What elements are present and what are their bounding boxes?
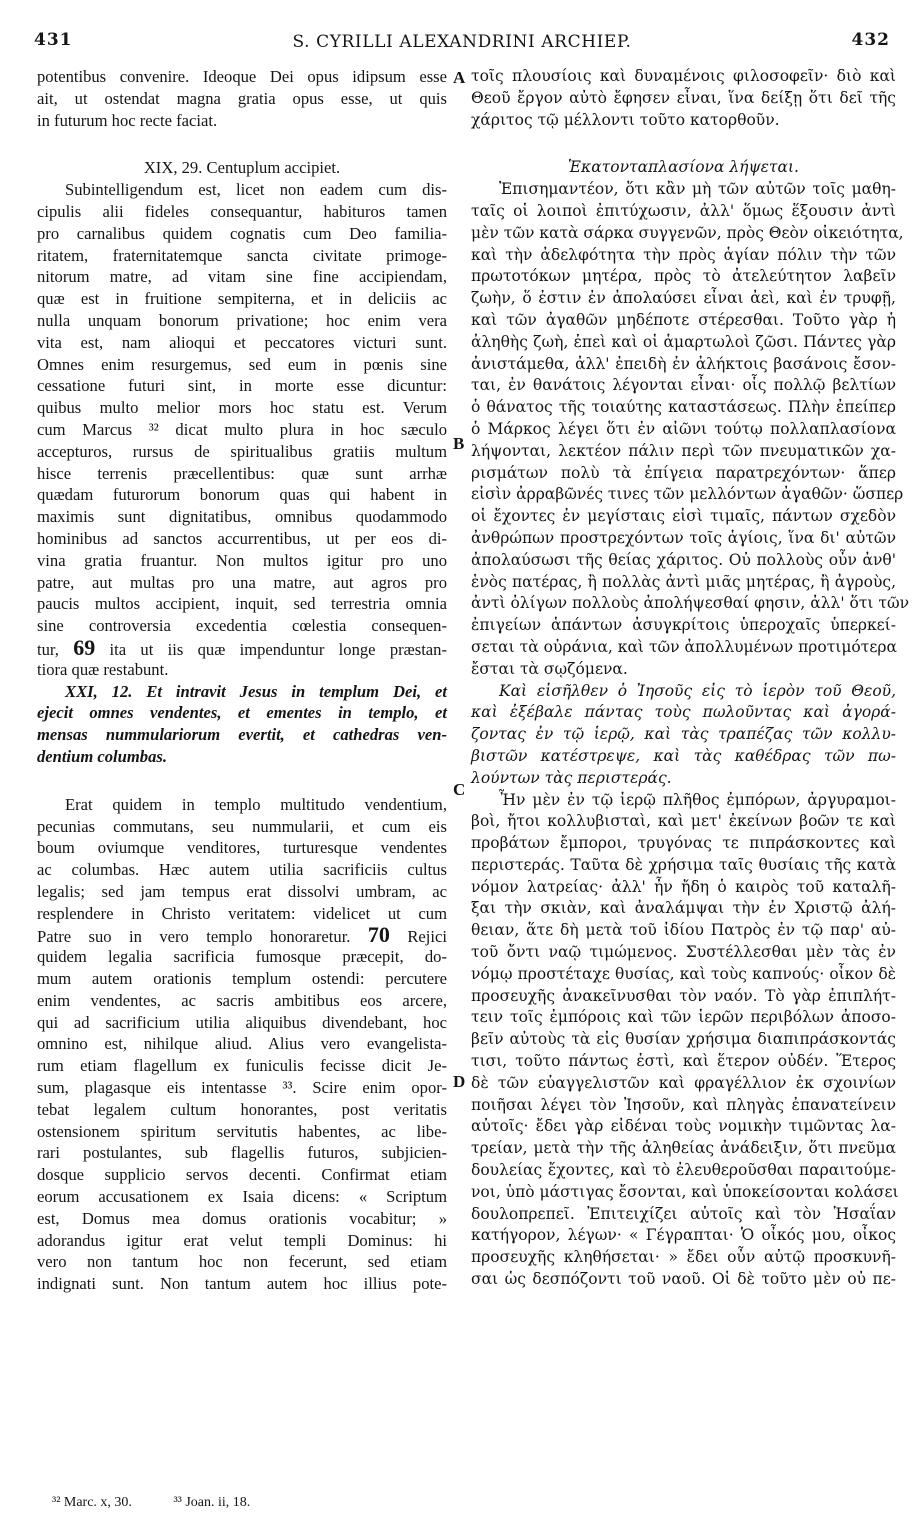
latin-line: quæ est in fruitione sempiterna, et in deliciis ac [37, 289, 447, 309]
latin-section-2a [37, 794, 447, 925]
latin-line: hominibus ad sanctos accurrentibus, ut per eos di- [37, 528, 447, 548]
latin-line: est, Domus mea domus orationis vocabitur; » [37, 1208, 447, 1228]
greek-column [471, 66, 910, 1291]
latin-line: sine controversia excedentia cœlestia consequen- [37, 616, 447, 636]
greek-line: σεται τὰ οὐράνια, καὶ τῶν ἀπολλυμένων προτιμότερα [471, 637, 897, 656]
greek-line: ζωὴν, ὅ ἐστιν ἐν ἀπολαύσει εἶναι ἀεὶ, καὶ ἐν τρυφῇ, [471, 289, 896, 308]
latin-text: Patre suo in vero templo honoraretur. [37, 927, 351, 947]
latin-line: indignati sunt. Non tantum autem hoc illius pote- [37, 1274, 447, 1294]
greek-line: ἑνὸς πατέρας, ἢ πολλὰς ἀντὶ μιᾶς μητέρας, ἢ ἀγροὺς, [471, 572, 896, 591]
latin-text: tur, [37, 639, 59, 659]
greek-section-heading-2 [471, 681, 896, 790]
latin-line: nitorum matre, ad vitam sine fine accipiendam, [37, 267, 447, 287]
latin-section-2b [37, 946, 447, 1295]
latin-line: in futurum hoc recte faciat. [37, 110, 218, 130]
greek-line: περιστεράς. Ταῦτα δὲ χρήσιμα ταῖς θυσίαις τῆς κατὰ [471, 855, 896, 874]
latin-line: qui ad sacrificium utilia aliquibus divendebant, hoc [37, 1012, 447, 1032]
running-title: S. CYRILLI ALEXANDRINI ARCHIEP. [292, 32, 632, 52]
greek-heading-line: Καὶ εἰσῆλθεν ὁ Ἰησοῦς εἰς τὸ ἱερὸν τοῦ Θεοῦ, [499, 681, 896, 700]
greek-line: ἐπιγείων ἁπάντων ἀσυγκρίτοις ὑπεροχαῖς ὑπερκεί- [471, 616, 896, 635]
latin-heading-text: XIX, 29. Centuplum accipiet. [143, 158, 341, 178]
latin-line: maximis sunt dignitatibus, omnibus quodammodo [37, 507, 447, 527]
greek-line: ὁ Μάρκος λέγει ὅτι ἐν αἰῶνι τούτῳ πολλαπλασίονα [471, 419, 896, 438]
latin-line: patre, aut multas pro una matre, aut agros pro [37, 572, 447, 592]
greek-line: ἀπολαύσωσι τῆς θείας χάριτος. Οὐ πολλοὺς οὖν ἀνθ' [471, 550, 896, 569]
greek-line: προσευχῆς ἀνακεῖνυσθαι τὸν ναόν. Τὸ γὰρ ἐπιπλήτ- [471, 986, 896, 1005]
greek-line: κατήγορον, λέγων· « Γέγραπται· Ὁ οἶκός μου, οἶκος [471, 1226, 896, 1245]
latin-text: Rejici [407, 927, 447, 947]
latin-heading-line: ejecit omnes vendentes, et ementes in templo, et [37, 703, 447, 723]
latin-heading-line: XXI, 12. Et intravit Jesus in templum Dei, et [65, 681, 447, 701]
latin-line: ostensionem spiritum servitutis habentes, ac libe- [37, 1121, 447, 1141]
latin-line: rari postulantes, sub flagellis futuros, subjicien- [37, 1143, 447, 1163]
footnote-32: ³² Marc. x, 30. [52, 1495, 132, 1510]
greek-line: δουλοπρεπεῖ. Ἐπιτειχίζει αὐτοῖς καὶ τὸν Ἡσαΐαν [471, 1204, 896, 1223]
latin-line: rum etiam flagellum ex funiculis fecisse dicit Je- [37, 1056, 447, 1076]
latin-line: quædam futurorum bonorum quas qui habent in [37, 485, 447, 505]
greek-heading-line: ζοντας ἐν τῷ ἱερῷ, καὶ τὰς τραπέζας τῶν κολλυ- [471, 725, 896, 744]
latin-line: potentibus convenire. Ideoque Dei opus idipsum esse [37, 67, 447, 86]
greek-heading-line: λούντων τὰς περιστεράς. [471, 768, 672, 787]
latin-line: pecunias commutans, seu nummularii, et cum eis [37, 816, 447, 836]
greek-line: δὲ τῶν εὐαγγελιστῶν καὶ φραγέλλιον ἐκ σχοινίων [471, 1073, 896, 1092]
footnotes [52, 1495, 288, 1511]
greek-line: τειν τοῖς ἐμπόροις καὶ τῶν ἱερῶν περιβόλων ἀποσο- [471, 1008, 896, 1027]
latin-heading-line: mensas nummulariorum evertit, et cathedras ven- [37, 725, 447, 745]
latin-line: quidem legalia sacrificia fumosque præcepit, do- [37, 947, 447, 967]
greek-line: καὶ τῶν ἀγαθῶν μηδέποτε στέρεσθαι. Τοῦτο γὰρ ἡ [471, 310, 896, 329]
page-number-right: 432 [851, 30, 890, 50]
greek-line: νόμῳ προστέταχε θυσίας, καὶ τοὺς καπνούς· οἶκον δὲ [471, 964, 896, 983]
greek-line: θειαν, ἅτε δὴ μετὰ τοῦ ἰδίου Πατρὸς ἐν τῷ παρ' αὐ- [471, 921, 896, 940]
latin-section-heading-2 [37, 681, 447, 768]
latin-line: ait, ut ostendat magna gratia opus esse, ut quis [37, 88, 447, 108]
greek-line: ται, ἐν θανάτοις λέγονται εἶναι· οἷς πολλῷ βελτίων [471, 376, 896, 395]
latin-line: cessatione futuri sint, in morte esse dicuntur: [37, 376, 447, 396]
latin-line: Omnes enim resurgemus, sed eum in pœnis sine [37, 354, 447, 374]
latin-line: cum Marcus ³² dicat multo plura in hoc sæculo [37, 419, 447, 439]
latin-line: pro carnalibus quidem cognatis cum Deo familia- [37, 223, 447, 243]
greek-line: καὶ τὴν ἀδελφότητα τὴν πρὸς ἁγίαν πόλιν τὴν τῶν [471, 245, 896, 264]
latin-line: Erat quidem in templo multitudo vendentium, [65, 794, 447, 814]
latin-line: tebat legalem cultum honorantes, post veritatis [37, 1099, 447, 1119]
greek-line: οἱ ἔχοντες ἐν μεγίσταις εἰσὶ τιμαῖς, πάντων σχεδὸν [471, 507, 896, 526]
latin-line: hisce terrenis præcellentibus: quæ sunt arrhæ [37, 463, 447, 483]
greek-line: νόμον λατρείας· ἀλλ' ἦν ἤδη ὁ καιρὸς τοῦ καταλῆ- [471, 877, 896, 896]
greek-line: τρείαν, μετὰ τὴν τῆς ἀληθείας ἀνάδειξιν, ὅτι πνεῦμα [471, 1139, 896, 1158]
latin-line: nulla unquam bonorum privatione; hoc enim vera [37, 310, 447, 330]
greek-line: ἀληθὴς ζωὴ, ἐπεὶ καὶ οἱ ἁμαρτωλοὶ ζῶσι. Πάντες γὰρ [471, 332, 896, 351]
latin-line: vina gratia fruantur. Non multos igitur pro uno [37, 550, 447, 570]
greek-line: τισι, τοῦτο πάντως ἐστὶ, καὶ ἕτερον οὐδέν. Ἕτερος [471, 1052, 896, 1071]
latin-line: tiora quæ restabunt. [37, 659, 169, 679]
latin-line: eorum accusationem ex Isaia dicens: « Scriptum [37, 1187, 447, 1207]
greek-line: τοῖς πλουσίοις καὶ δυναμένοις φιλοσοφεῖν· διὸ καὶ [471, 67, 896, 85]
greek-line: ποιῆσαι λέγει τὸν Ἰησοῦν, καὶ πληγὰς ἐπανατείνειν [471, 1095, 896, 1114]
latin-line: dosque supplicio servos decenti. Confirmat etiam [37, 1165, 447, 1185]
greek-line: εἰσὶν ἀρραβῶνές τινες τῶν μελλόντων ἀγαθῶν· ὥσπερ [471, 485, 904, 504]
greek-intro [471, 66, 896, 131]
greek-line: προβάτων ἔμποροι, τρυγόνας τε πιπράσκοντες καὶ [471, 834, 896, 853]
greek-line: τοῦ ὄντι ναῷ τιμώμενος. Συστέλλεσθαι μὲν τὰς ἐν [471, 943, 896, 962]
footnote-33: ³³ Joan. ii, 18. [173, 1495, 251, 1510]
greek-line: βεῖν αὐτοὺς τὰ εἰς θυσίαν χρήσιμα διαπιπράσκοντάς [471, 1030, 896, 1049]
latin-line: vero non tantum hoc non fecerunt, sed etiam [37, 1252, 447, 1272]
column-number-marker: 70 [367, 922, 390, 948]
greek-line: ρισμάτων πολὺ τὰ ἐπίγεια παρατρεχόντων· ἅπερ [471, 463, 896, 482]
greek-line: Ἦν μὲν ἐν τῷ ἱερῷ πλῆθος ἐμπόρων, ἀργυραμοι- [499, 790, 896, 809]
latin-line: adorandus igitur erat velut templi Dominus: hi [37, 1230, 447, 1250]
greek-heading-line: καὶ ἐξέβαλε πάντας τοὺς πωλοῦντας καὶ ἀγορά- [471, 703, 896, 722]
margin-letter-c: C [453, 780, 466, 799]
greek-line: βοὶ, ἤτοι κολλυβισταὶ, καὶ μετ' ἐκείνων βοῶν τε καὶ [471, 812, 896, 831]
greek-line: νοι, ὑπὸ μάστιγας ἔσονται, καὶ ὑποκείσονται κολάσει [471, 1182, 899, 1201]
greek-line: ἀνιστάμεθα, ἀλλ' ἐπειδὴ ἐν ἀλήκτοις βασάνοις ἔσον- [471, 354, 896, 373]
greek-section-2 [471, 790, 899, 1291]
margin-letter-a: A [453, 68, 466, 87]
greek-line: δουλείας ἔχοντες, καὶ τὸ ἐλευθεροῦσθαι παραιτούμε- [471, 1161, 896, 1180]
greek-line: πρωτοτόκων μητέρα, πρὸς τὸ ἀτελεύτητον λαβεῖν [471, 267, 896, 286]
column-number-marker: 69 [73, 634, 96, 660]
greek-line: προσευχῆς κληθήσεται· » ἔδει οὖν αὐτῷ προσκυνῆ- [471, 1248, 896, 1267]
greek-line: ἔσται τὰ σῳζόμενα. [471, 659, 628, 678]
greek-line: ὁ θάνατος τῆς τοιαύτης καταστάσεως. Πλὴν ἐπείπερ [471, 398, 896, 417]
latin-line: quibus multo melior mors hoc statu est. Verum [37, 398, 447, 418]
greek-line: ξαι τὴν σκιὰν, καὶ ἀναλάμψαι τὴν ἐν Χριστῷ ἀλή- [471, 899, 896, 918]
greek-line: σαι ὡς δεσπόζοντι τοῦ ναοῦ. Οἱ δὲ τοῦτο μὲν οὐ πε- [471, 1270, 896, 1289]
running-head [30, 30, 894, 58]
latin-marker-line-70 [37, 924, 447, 946]
greek-line: ταῖς οἱ λοιποὶ ἐπιτύχωσιν, ἀλλ' ὅμως ἕξουσιν ἀντὶ [471, 201, 896, 220]
latin-line: paucis multos accipient, inquit, sed terrestria omnia [37, 594, 447, 614]
greek-line: λήψονται, λεκτέον πάλιν περὶ τῶν πνευματικῶν χα- [471, 441, 896, 460]
greek-line: μὲν τῶν κατὰ σάρκα συγγενῶν, πρὸς Θεὸν οἰκειότητα, [471, 223, 904, 242]
latin-section-1 [37, 179, 447, 637]
greek-line: Ἐπισημαντέον, ὅτι κἂν μὴ τῶν αὐτῶν τοῖς μαθη- [499, 180, 896, 199]
page-number-left: 431 [34, 30, 73, 50]
latin-marker-line-69 [37, 634, 447, 660]
latin-line: omnino est, nihilque aliud. Alius vero evangelista- [37, 1034, 447, 1054]
latin-line: ritatem, fraternitatemque sancta civitate primoge- [37, 245, 447, 265]
latin-line: legalis; sed jam tempus erat dissolvi umbram, ac [37, 881, 447, 901]
latin-line: accepturos, rursus de spiritualibus gratiis multum [37, 441, 447, 461]
latin-line: enim vendentes, ac sacris ambitibus eos arcere, [37, 990, 447, 1010]
latin-intro [37, 66, 447, 131]
latin-line: Subintelligendum est, licet non eadem cum dis- [65, 180, 447, 200]
greek-line: Θεοῦ ἔργον αὐτὸ ἔφησεν εἶναι, ἵνα δείξῃ ὅτι δεῖ τῆς [471, 88, 896, 107]
latin-line: sum, plagasque eis intentasse ³³. Scire enim opor- [37, 1078, 447, 1098]
latin-line: boum oviumque venditores, turturesque vendentes [37, 838, 447, 858]
latin-line: cipulis alii fideles consequantur, habituros tamen [37, 201, 447, 221]
latin-line: ac columbas. Hæc autem utilia sacrificiis cultus [37, 860, 447, 880]
greek-section-1 [471, 179, 910, 680]
latin-heading-line: dentium columbas. [37, 746, 168, 766]
latin-text: ita ut iis quæ impenduntur longe præstan- [109, 639, 447, 659]
latin-section-heading-1 [37, 157, 447, 179]
greek-line: αὐτοῖς· ἔδει γὰρ εἰδέναι τοὺς νομικὴν τιμῶντας λα- [471, 1117, 896, 1136]
greek-line: χάριτος τῷ μέλλοντι τοῦτο κατορθοῦν. [471, 110, 780, 129]
greek-heading-text: Ἑκατονταπλασίονα λήψεται. [568, 158, 799, 177]
greek-heading-line: βιστῶν κατέστρεψε, καὶ τὰς καθέδρας τῶν πω- [471, 746, 896, 765]
latin-column [37, 66, 447, 1295]
latin-line: mum autem orationis templum ostendi: percutere [37, 969, 447, 989]
greek-line: ἀντὶ ὀλίγων πολλοὺς ἀπολήψεσθαί φησιν, ἀλλ' ὅτι τῶν [471, 594, 910, 613]
margin-letter-b: B [453, 434, 465, 453]
greek-line: ἀνθρώπων προστρεχόντων τοῖς ἁγίοις, ἵνα δι' αὐτῶν [471, 528, 896, 547]
margin-letter-d: D [453, 1072, 466, 1091]
latin-line: vita est, nam alioqui et peccatores victuri sunt. [37, 332, 447, 352]
greek-section-heading-1 [471, 157, 896, 179]
latin-line: resplendere in Christo veritatem: videlicet ut cum [37, 903, 447, 923]
